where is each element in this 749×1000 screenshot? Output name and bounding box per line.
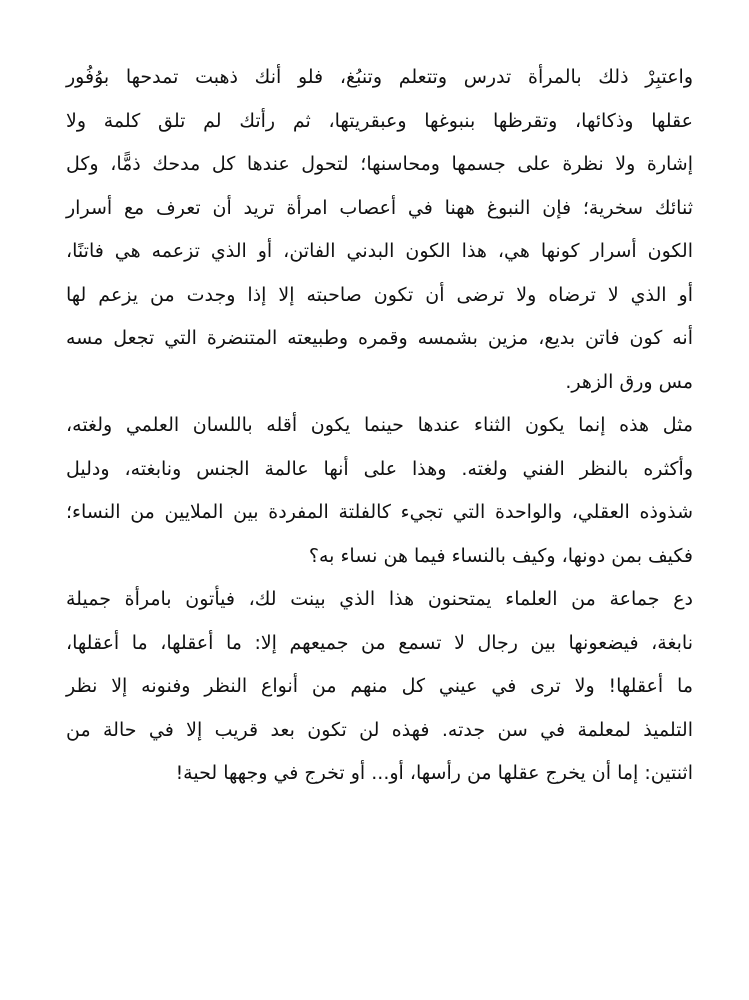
text-line: وأكثره بالنظر الفني ولغته. وهذا على أنها عالمة الجنس ونابغته، ودليل bbox=[66, 457, 693, 480]
text-line: مس ورق الزهر. bbox=[565, 370, 693, 393]
paragraph-3 bbox=[66, 578, 693, 796]
text-line: اثنتين: إما أن يخرج عقلها من رأسها، أو... أو تخرج في وجهها لحية! bbox=[175, 762, 693, 784]
text-line: أنه كون فاتن بديع، مزين بشمسه وقمره وطبيعته المتنضرة التي تجعل مسه bbox=[66, 327, 693, 349]
text-line: الكون أسرار كونها هي، هذا الكون البدني الفاتن، أو الذي تزعمه هي فاتنًا، bbox=[66, 240, 693, 262]
paragraph-1 bbox=[66, 56, 693, 404]
text-line: فكيف بمن دونها، وكيف بالنساء فيما هن نساء به؟ bbox=[308, 544, 693, 567]
text-line: التلميذ لمعلمة في سن جدته. فهذه لن تكون بعد قريب إلا في حالة من bbox=[66, 718, 693, 741]
text-line: عقلها وذكائها، وتقرظها بنبوغها وعبقريتها، ثم رأتك لم تلق كلمة ولا bbox=[66, 109, 693, 132]
text-line: واعتبِرْ ذلك بالمرأة تدرس وتتعلم وتنبُغ، فلو أنك ذهبت تمدحها بوُفُور bbox=[66, 66, 693, 88]
text-line: ما أعقلها! ولا ترى في عيني كل منهم من أنواع النظر وفنونه إلا نظر bbox=[66, 675, 693, 697]
text-line: شذوذه العقلي، والواحدة التي تجيء كالفلتة المفردة بين الملايين من النساء؛ bbox=[66, 501, 693, 523]
text-line: أو الذي لا ترضاه ولا ترضى أن تكون صاحبته إلا إذا وجدت من يزعم لها bbox=[66, 283, 693, 306]
text-line: ثنائك سخرية؛ فإن النبوغ ههنا في أعصاب امرأة تريد أن تعرف مع أسرار bbox=[66, 196, 693, 219]
text-line: مثل هذه إنما يكون الثناء عندها حينما يكون أقله باللسان العلمي ولغته، bbox=[66, 414, 693, 436]
text-line: نابغة، فيضعونها بين رجال لا تسمع من جميعهم إلا: ما أعقلها، ما أعقلها، bbox=[66, 631, 693, 654]
text-line: إشارة ولا نظرة على جسمها ومحاسنها؛ لتحول عندها كل مدحك ذمًّا، وكل bbox=[66, 153, 693, 175]
document-page bbox=[66, 56, 693, 796]
paragraph-2 bbox=[66, 404, 693, 578]
text-line: دع جماعة من العلماء يمتحنون هذا الذي بينت لك، فيأتون بامرأة جميلة bbox=[66, 588, 693, 610]
